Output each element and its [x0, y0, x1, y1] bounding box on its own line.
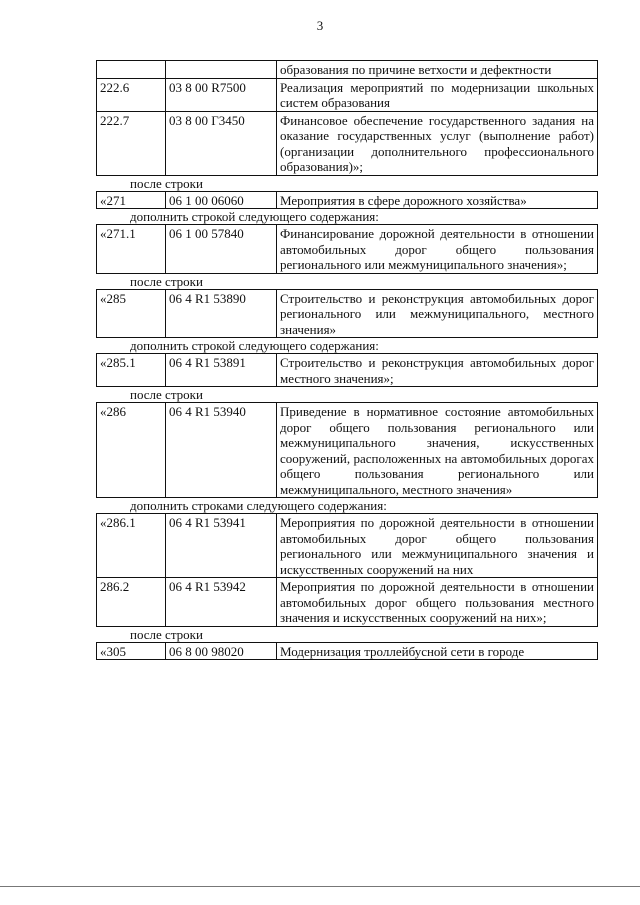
row-number-cell: «286 — [97, 403, 166, 498]
table-row — [97, 289, 598, 338]
instruction-text: после строки — [130, 387, 203, 402]
instruction-text: дополнить строками следующего содержания: — [130, 498, 387, 513]
budget-code-cell: 06 4 R1 53891 — [166, 354, 277, 387]
budget-code-cell: 03 8 00 R7500 — [166, 78, 277, 111]
classification-table — [96, 402, 598, 498]
budget-code-cell: 06 1 00 57840 — [166, 225, 277, 274]
classification-table — [96, 224, 598, 274]
table-row — [97, 191, 598, 209]
table-row — [97, 403, 598, 498]
instruction-text: после строки — [130, 175, 203, 191]
description-cell: Мероприятия по дорожной деятельности в отношении автомобильных дорог общего пользования местного значения и искусственных сооружений на них»; — [277, 578, 598, 627]
description-cell: Модернизация троллейбусной сети в городе — [277, 642, 598, 660]
description-cell: Приведение в нормативное состояние автомобильных дорог общего пользования регионального или межмуниципального значения, искусственных сооружений, расположенных на автомобильных дорогах общего пользования регионального или межмуниципального, местного значения» — [277, 403, 598, 498]
bottom-divider — [0, 886, 640, 887]
row-number-cell: 222.7 — [97, 111, 166, 175]
table-row — [97, 78, 598, 111]
row-number-cell: «305 — [97, 642, 166, 660]
classification-table — [96, 289, 598, 339]
instruction-text: после строки — [130, 273, 203, 289]
budget-code-cell: 06 1 00 06060 — [166, 191, 277, 209]
classification-table — [96, 60, 598, 176]
budget-code-cell: 03 8 00 Г3450 — [166, 111, 277, 175]
table-row — [97, 514, 598, 578]
description-cell: Финансовое обеспечение государственного задания на оказание государственных услуг (выполнение работ) (организации дополнительного профессионального образования)»; — [277, 111, 598, 175]
budget-code-cell — [166, 61, 277, 79]
description-cell: Строительство и реконструкция автомобильных дорог регионального или межмуниципального, местного значения» — [277, 289, 598, 338]
instruction-text: после строки — [130, 626, 203, 642]
row-number-cell: 286.2 — [97, 578, 166, 627]
description-cell: Мероприятия по дорожной деятельности в отношении автомобильных дорог общего пользования регионального или межмуниципального значения и искусственных сооружений на них — [277, 514, 598, 578]
table-row — [97, 354, 598, 387]
description-cell: Строительство и реконструкция автомобильных дорог местного значения»; — [277, 354, 598, 387]
description-cell: Мероприятия в сфере дорожного хозяйства» — [277, 191, 598, 209]
description-cell: Финансирование дорожной деятельности в отношении автомобильных дорог общего пользования регионального или межмуниципального значения»; — [277, 225, 598, 274]
classification-table — [96, 642, 598, 661]
table-row — [97, 578, 598, 627]
classification-table — [96, 191, 598, 210]
row-number-cell: «285.1 — [97, 354, 166, 387]
row-number-cell: «271.1 — [97, 225, 166, 274]
budget-code-cell: 06 4 R1 53941 — [166, 514, 277, 578]
instruction-text: дополнить строкой следующего содержания: — [130, 338, 379, 353]
budget-code-cell: 06 8 00 98020 — [166, 642, 277, 660]
description-cell: Реализация мероприятий по модернизации школьных систем образования — [277, 78, 598, 111]
row-number-cell: «285 — [97, 289, 166, 338]
budget-code-cell: 06 4 R1 53942 — [166, 578, 277, 627]
document-body — [96, 60, 598, 660]
table-row — [97, 111, 598, 175]
row-number-cell: «286.1 — [97, 514, 166, 578]
table-row — [97, 225, 598, 274]
instruction-text: дополнить строкой следующего содержания: — [130, 209, 379, 224]
classification-table — [96, 353, 598, 387]
table-row — [97, 61, 598, 79]
budget-code-cell: 06 4 R1 53940 — [166, 403, 277, 498]
table-row — [97, 642, 598, 660]
page-number: 3 — [316, 18, 324, 33]
row-number-cell — [97, 61, 166, 79]
description-cell: образования по причине ветхости и дефектности — [277, 61, 598, 79]
row-number-cell: «271 — [97, 191, 166, 209]
row-number-cell: 222.6 — [97, 78, 166, 111]
classification-table — [96, 513, 598, 627]
budget-code-cell: 06 4 R1 53890 — [166, 289, 277, 338]
